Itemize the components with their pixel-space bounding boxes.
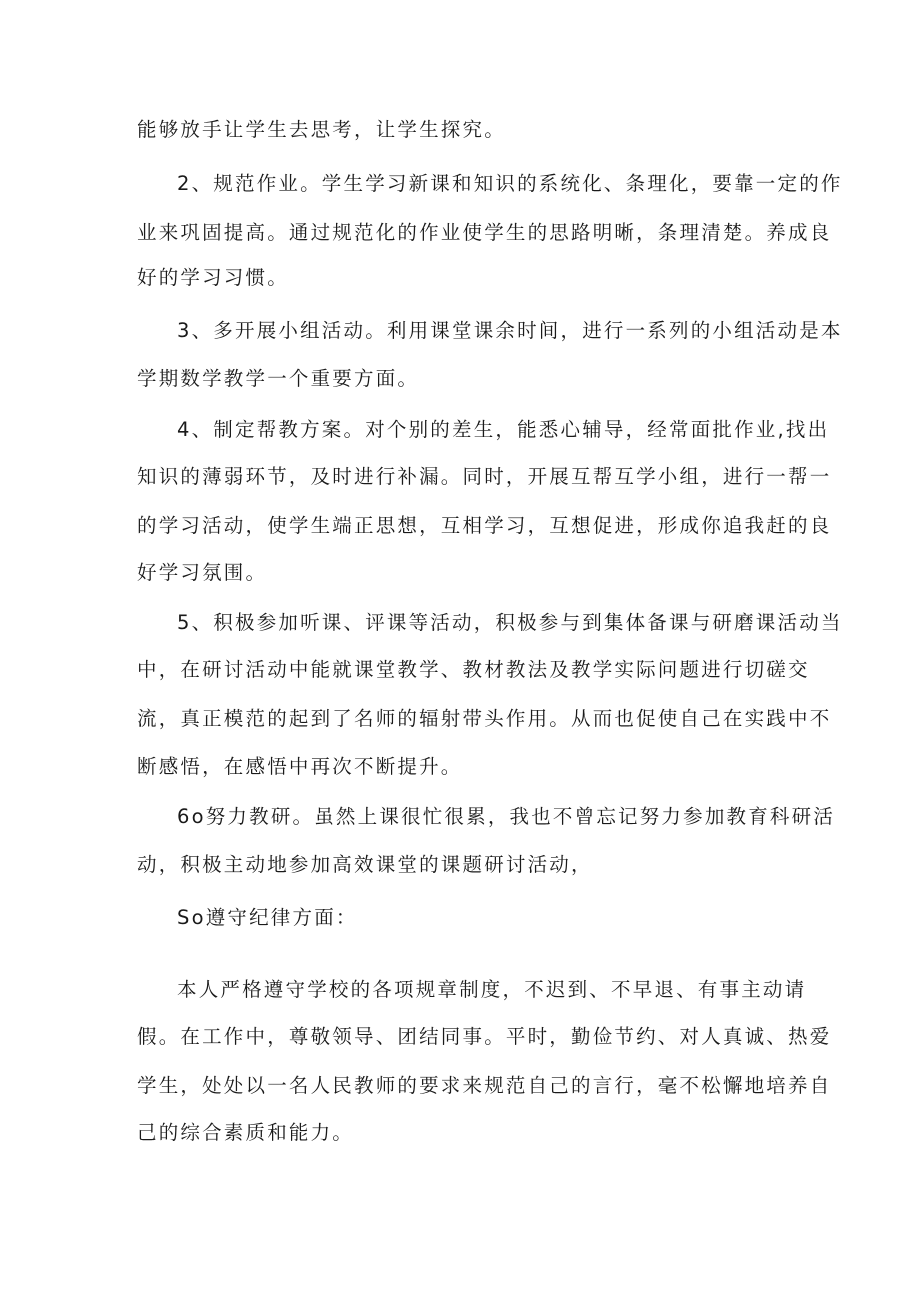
text-line: 5、积极参加听课、评课等活动，积极参与到集体备课与研磨课活动当 [177,611,843,634]
text-line: 能够放手让学生去思考，让学生探究。 [137,118,506,141]
text-line: 假。在工作中，尊敬领导、团结同事。平时，勤俭节约、对人真诚、热爱 [137,1025,832,1048]
text-line: 中，在研讨活动中能就课堂教学、教材教法及教学实际问题进行切磋交 [137,658,810,681]
text-line: 本人严格遵守学校的各项规章制度，不迟到、不早退、有事主动请 [177,978,807,1001]
text-line: 学生，处处以一名人民教师的要求来规范自己的言行，毫不松懈地培养自 [137,1074,832,1097]
text-line: 的学习活动，使学生端正思想，互相学习，互想促进，形成你追我赶的良 [137,514,832,537]
text-line: 4、制定帮教方案。对个别的差生，能悉心辅导，经常面批作业,找出 [177,418,830,441]
text-line: 好学习氛围。 [137,561,268,584]
text-line: 流，真正模范的起到了名师的辐射带头作用。从而也促使自己在实践中不 [137,707,832,730]
text-line: 好的学习习惯。 [137,266,289,289]
text-line: 3、多开展小组活动。利用课堂课余时间，进行一系列的小组活动是本 [177,319,843,342]
text-line: 断感悟，在感悟中再次不断提升。 [137,755,463,778]
text-line: 业来巩固提高。通过规范化的作业使学生的思路明晰，条理清楚。养成良 [137,221,832,244]
text-line: 2、规范作业。学生学习新课和知识的系统化、条理化，要靠一定的作 [177,172,843,195]
text-line: 知识的薄弱环节，及时进行补漏。同时，开展互帮互学小组，进行一帮一 [137,465,832,488]
text-line: 己的综合素质和能力。 [137,1121,355,1144]
text-line: 学期数学教学一个重要方面。 [137,367,420,390]
text-line: 动，积极主动地参加高效课堂的课题研讨活动， [137,853,593,876]
section-heading: So遵守纪律方面： [177,906,358,929]
text-line: 6o努力教研。虽然上课很忙很累，我也不曾忘记努力参加教育科研活 [177,805,836,828]
